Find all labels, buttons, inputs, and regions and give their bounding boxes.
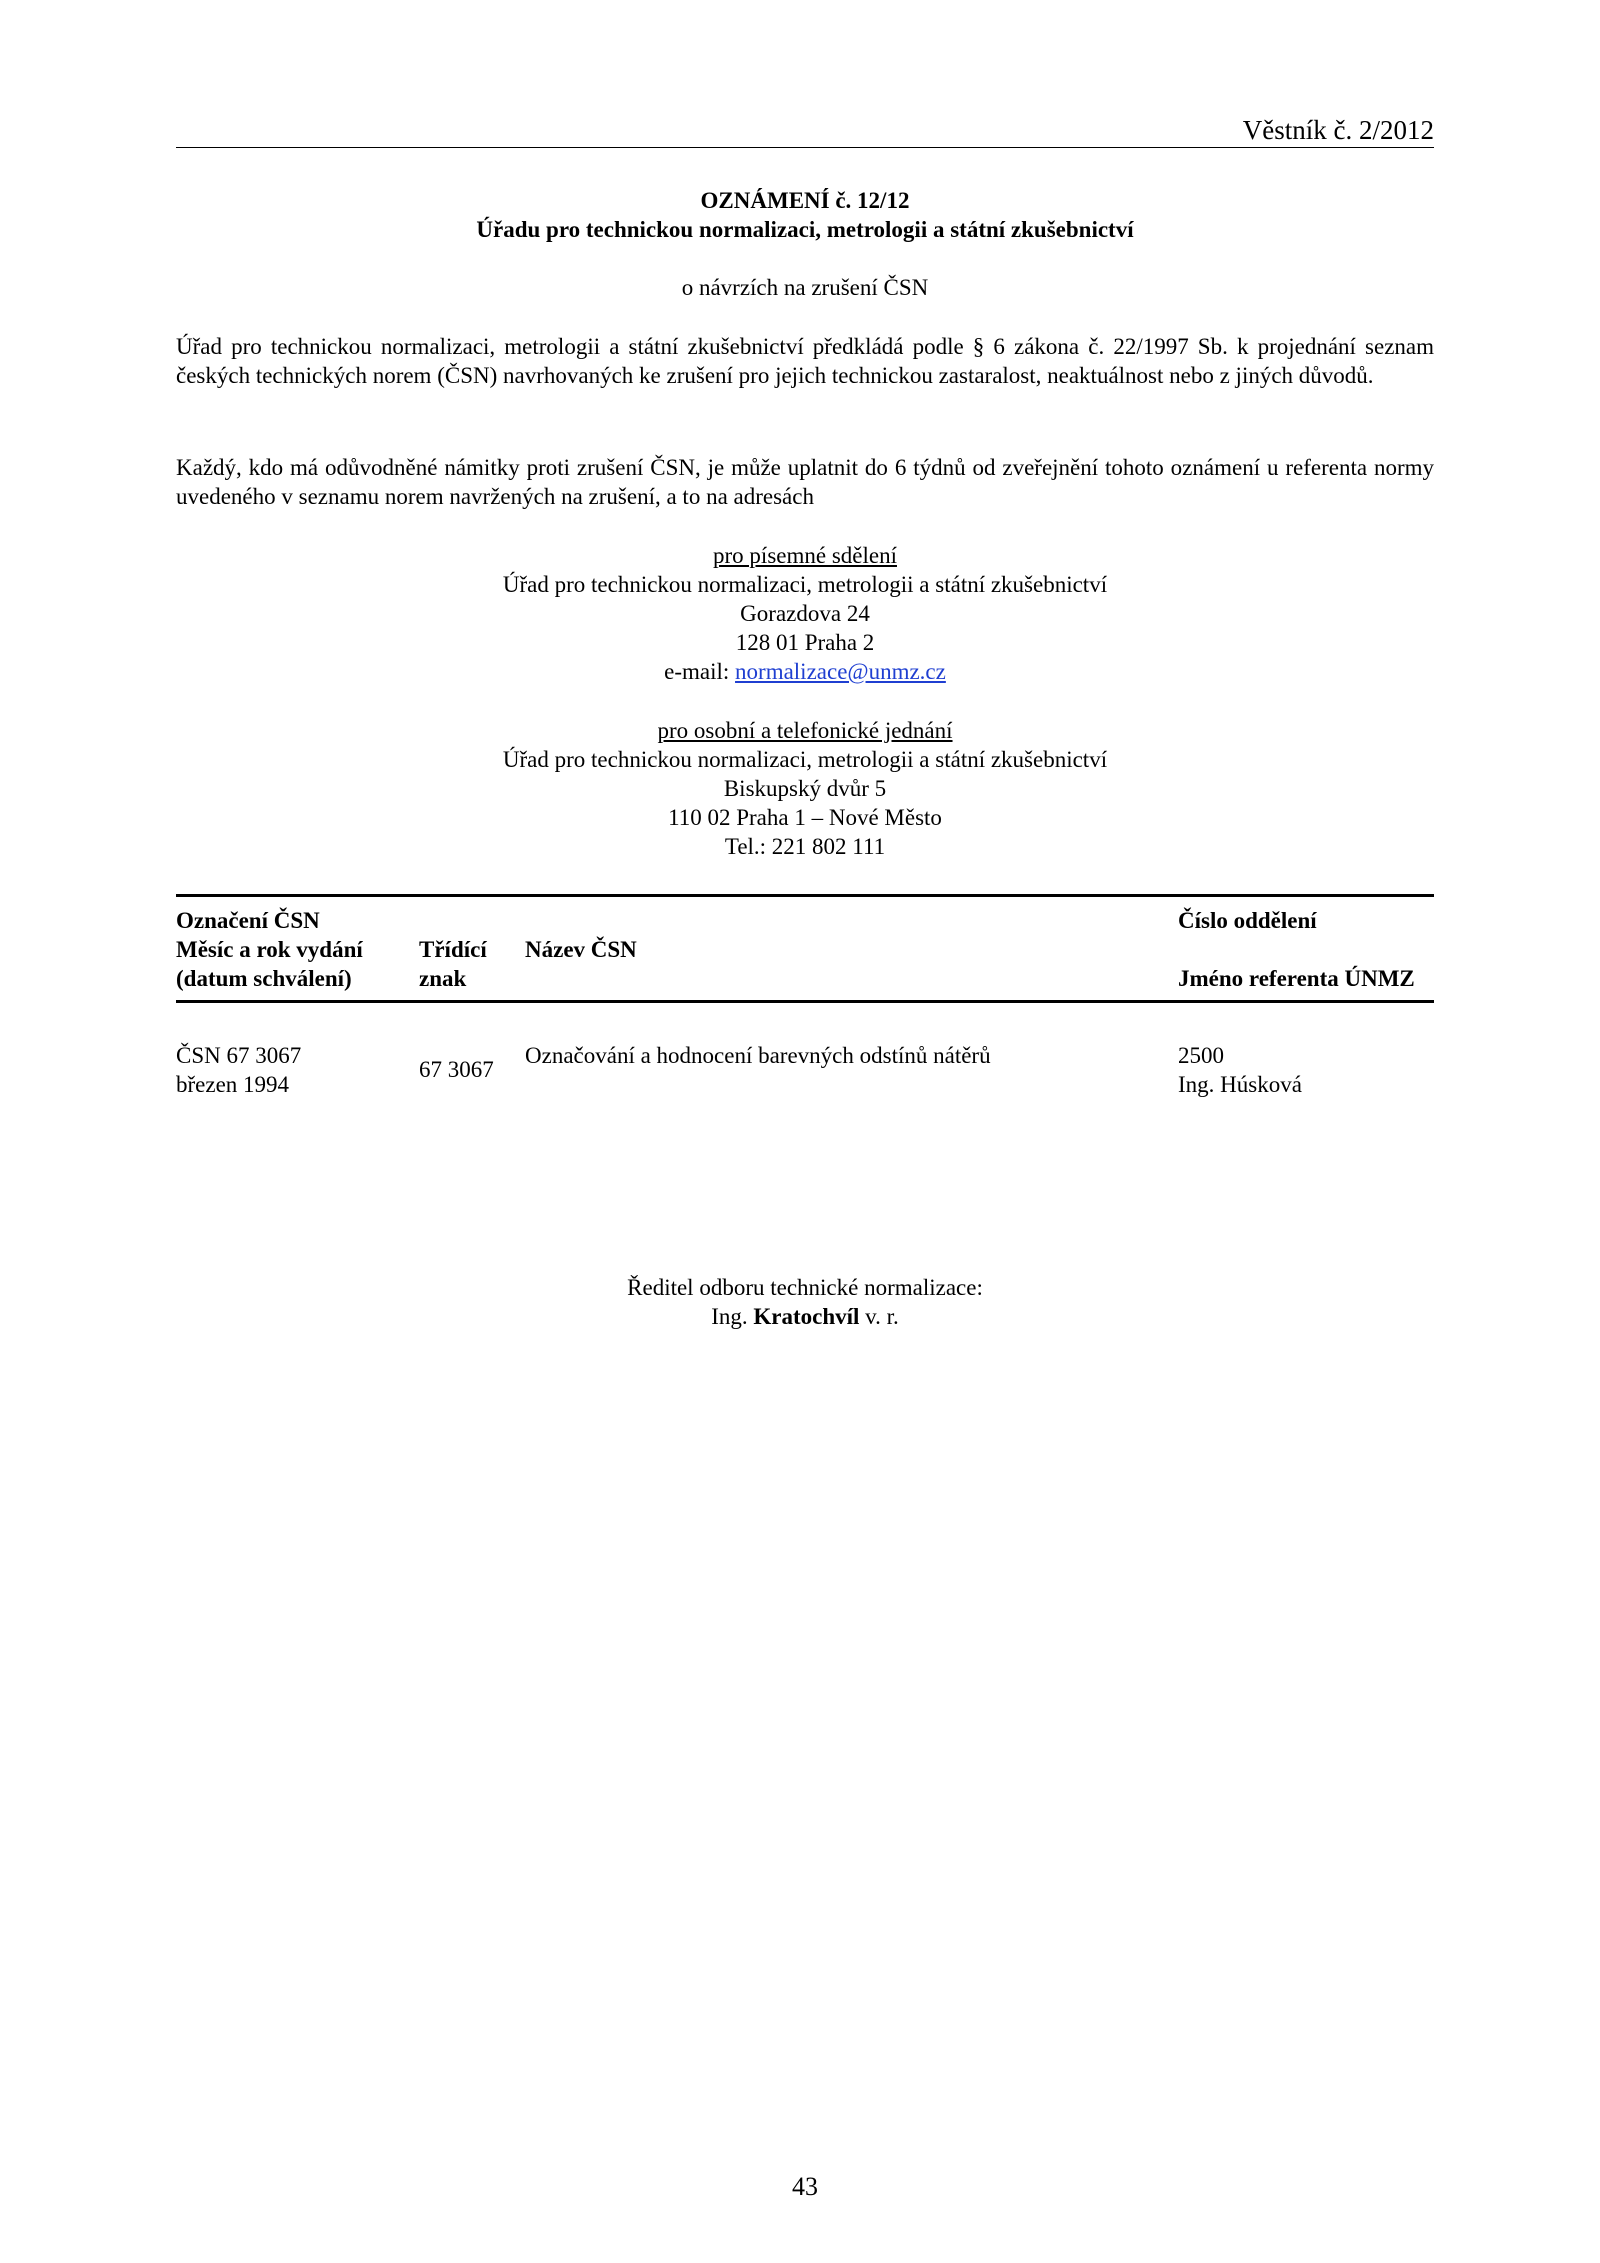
notice-authority: Úřadu pro technickou normalizaci, metrologii a státní zkušebnictví bbox=[476, 217, 1134, 242]
address-personal bbox=[176, 716, 1434, 861]
journal-header: Věstník č. 2/2012 bbox=[1242, 115, 1434, 145]
signature-block bbox=[176, 1273, 1434, 1331]
row-class-code: 67 3067 bbox=[419, 1057, 494, 1082]
notice-title: OZNÁMENÍ č. 12/12 bbox=[700, 188, 910, 213]
table-header-rule bbox=[176, 1000, 1434, 1003]
address-personal-org: Úřad pro technickou normalizaci, metrologii a státní zkušebnictví bbox=[502, 747, 1108, 772]
address-personal-phone: Tel.: 221 802 111 bbox=[724, 834, 886, 859]
row-issued: březen 1994 bbox=[176, 1072, 290, 1097]
address-personal-street: Biskupský dvůr 5 bbox=[723, 776, 887, 801]
header-class-code-line2: znak bbox=[419, 966, 467, 991]
address-written-street: Gorazdova 24 bbox=[740, 601, 870, 626]
signature-role: Ředitel odboru technické normalizace: bbox=[627, 1275, 983, 1300]
signature-name-line bbox=[176, 1302, 1434, 1331]
row-designation: ČSN 67 3067 bbox=[176, 1043, 302, 1068]
header-issue-month: Měsíc a rok vydání bbox=[176, 937, 363, 962]
signature-name: Kratochvíl bbox=[753, 1304, 860, 1329]
row-department: 2500 bbox=[1178, 1043, 1224, 1068]
row-standard-name: Označování a hodnocení barevných odstínů nátěrů bbox=[525, 1043, 991, 1068]
table-top-rule bbox=[176, 894, 1434, 897]
page-number: 43 bbox=[792, 2172, 818, 2201]
objection-paragraph: Každý, kdo má odůvodněné námitky proti zrušení ČSN, je může uplatnit do 6 týdnů od zveřejnění tohoto oznámení u referenta normy uvedeného v seznamu norem navržených na zrušení, a to na adresách bbox=[176, 455, 1434, 509]
header-standard-name: Název ČSN bbox=[525, 937, 637, 962]
email-link[interactable]: normalizace@unmz.cz bbox=[735, 659, 946, 684]
signature-suffix: v. r. bbox=[859, 1304, 899, 1329]
header-class-code-line1: Třídící bbox=[419, 937, 487, 962]
address-personal-heading: pro osobní a telefonické jednání bbox=[657, 718, 953, 743]
header-designation: Označení ČSN bbox=[176, 908, 320, 933]
header-approval-date: (datum schválení) bbox=[176, 966, 352, 991]
row-referent: Ing. Húsková bbox=[1178, 1072, 1302, 1097]
signature-title: Ing. bbox=[711, 1304, 754, 1329]
address-written-city: 128 01 Praha 2 bbox=[735, 630, 875, 655]
address-personal-city: 110 02 Praha 1 – Nové Město bbox=[668, 805, 942, 830]
header-referent: Jméno referenta ÚNMZ bbox=[1178, 966, 1415, 991]
address-written bbox=[176, 541, 1434, 686]
intro-paragraph: Úřad pro technickou normalizaci, metrologii a státní zkušebnictví předkládá podle § 6 zákona č. 22/1997 Sb. k projednání seznam českých technických norem (ČSN) navrhovaných ke zrušení pro jejich technickou zastaralost, neaktuálnost nebo z jiných důvodů. bbox=[176, 334, 1434, 388]
address-written-org: Úřad pro technickou normalizaci, metrologii a státní zkušebnictví bbox=[502, 572, 1108, 597]
notice-subject: o návrzích na zrušení ČSN bbox=[681, 275, 929, 300]
email-label: e-mail: bbox=[664, 659, 736, 684]
header-department: Číslo oddělení bbox=[1178, 908, 1317, 933]
address-written-heading: pro písemné sdělení bbox=[713, 543, 897, 568]
address-written-email-line bbox=[176, 657, 1434, 686]
header-rule bbox=[176, 147, 1434, 148]
